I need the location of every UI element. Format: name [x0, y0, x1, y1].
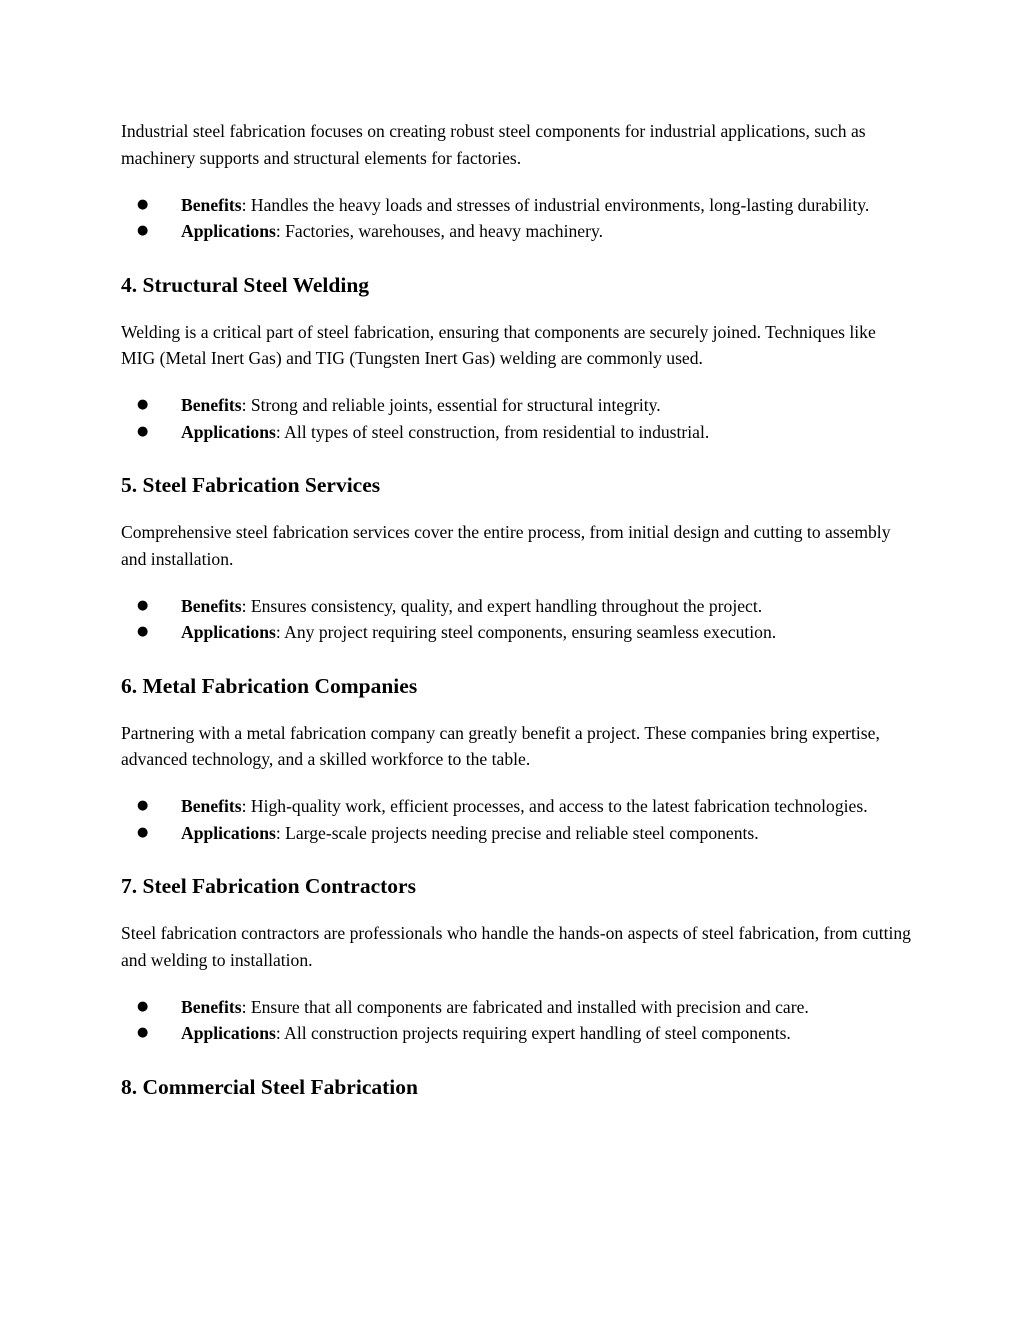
applications-text: : All construction projects requiring expert handling of steel components. — [275, 1023, 791, 1043]
bullet-icon: ● — [137, 798, 149, 813]
section-paragraph: Steel fabrication contractors are professionals who handle the hands-on aspects of steel fabrication, from cutting and welding to installation. — [121, 923, 911, 970]
benefits-text: : Ensures consistency, quality, and expert handling throughout the project. — [241, 595, 763, 616]
applications-text: : Factories, warehouses, and heavy machinery. — [275, 221, 604, 241]
applications-label: Applications — [181, 822, 276, 843]
list-item — [121, 619, 911, 646]
bullet-icon: ● — [137, 397, 149, 412]
bullet-icon: ● — [137, 824, 149, 840]
applications-text: : All types of steel construction, from residential to industrial. — [275, 421, 710, 442]
applications-label: Applications — [181, 1023, 276, 1043]
section-heading: 7. Steel Fabrication Contractors — [121, 874, 416, 898]
section-paragraph: Partnering with a metal fabrication company can greatly benefit a project. These companies bring expertise, advanced technology, and a skilled workforce to the table. — [121, 722, 880, 769]
benefits-label: Benefits — [181, 395, 242, 415]
benefits-label: Benefits — [181, 595, 242, 616]
list-item — [121, 192, 911, 219]
bullet-icon: ● — [137, 223, 149, 238]
intro-bullet-list — [121, 192, 911, 245]
list-item — [121, 218, 911, 245]
bullet-icon: ● — [137, 624, 149, 639]
benefits-text: : Handles the heavy loads and stresses of industrial environments, long-lasting durability. — [241, 194, 870, 215]
section-bullet-list — [121, 994, 911, 1047]
section-paragraph: Welding is a critical part of steel fabrication, ensuring that components are securely joined. Techniques like MIG (Metal Inert Gas) and TIG (Tungsten Inert Gas) welding are commonly used. — [121, 321, 876, 368]
list-item — [121, 820, 911, 847]
section-heading: 6. Metal Fabrication Companies — [121, 673, 418, 698]
section-paragraph: Comprehensive steel fabrication services cover the entire process, from initial design and cutting to assembly and installation. — [121, 522, 891, 569]
benefits-text: : High-quality work, efficient processes, and access to the latest fabrication technologies. — [241, 796, 868, 816]
list-item — [121, 994, 911, 1021]
list-item — [121, 1020, 911, 1047]
bullet-icon: ● — [137, 196, 149, 212]
applications-label: Applications — [181, 421, 276, 442]
applications-text: : Large-scale projects needing precise and reliable steel components. — [275, 822, 759, 843]
benefits-text: : Ensure that all components are fabricated and installed with precision and care. — [241, 996, 809, 1017]
bullet-icon: ● — [137, 998, 149, 1014]
benefits-label: Benefits — [181, 996, 242, 1017]
list-item — [121, 793, 911, 820]
applications-label: Applications — [181, 622, 276, 642]
list-item — [121, 392, 911, 419]
section-heading: 8. Commercial Steel Fabrication — [121, 1074, 418, 1099]
list-item — [121, 593, 911, 620]
section-bullet-list — [121, 793, 911, 846]
list-item — [121, 419, 911, 446]
section-bullet-list — [121, 593, 911, 646]
section-bullet-list — [121, 392, 911, 445]
applications-label: Applications — [181, 221, 276, 241]
benefits-text: : Strong and reliable joints, essential for structural integrity. — [241, 395, 661, 415]
bullet-icon: ● — [137, 1025, 149, 1040]
document-page — [121, 118, 911, 1101]
bullet-icon: ● — [137, 597, 149, 613]
benefits-label: Benefits — [181, 796, 242, 816]
intro-paragraph: Industrial steel fabrication focuses on creating robust steel components for industrial applications, such as machinery supports and structural elements for factories. — [121, 121, 866, 168]
section-heading: 4. Structural Steel Welding — [121, 272, 370, 297]
applications-text: : Any project requiring steel components, ensuring seamless execution. — [275, 622, 777, 642]
bullet-icon: ● — [137, 423, 149, 439]
benefits-label: Benefits — [181, 194, 242, 215]
section-heading: 5. Steel Fabrication Services — [121, 473, 381, 497]
